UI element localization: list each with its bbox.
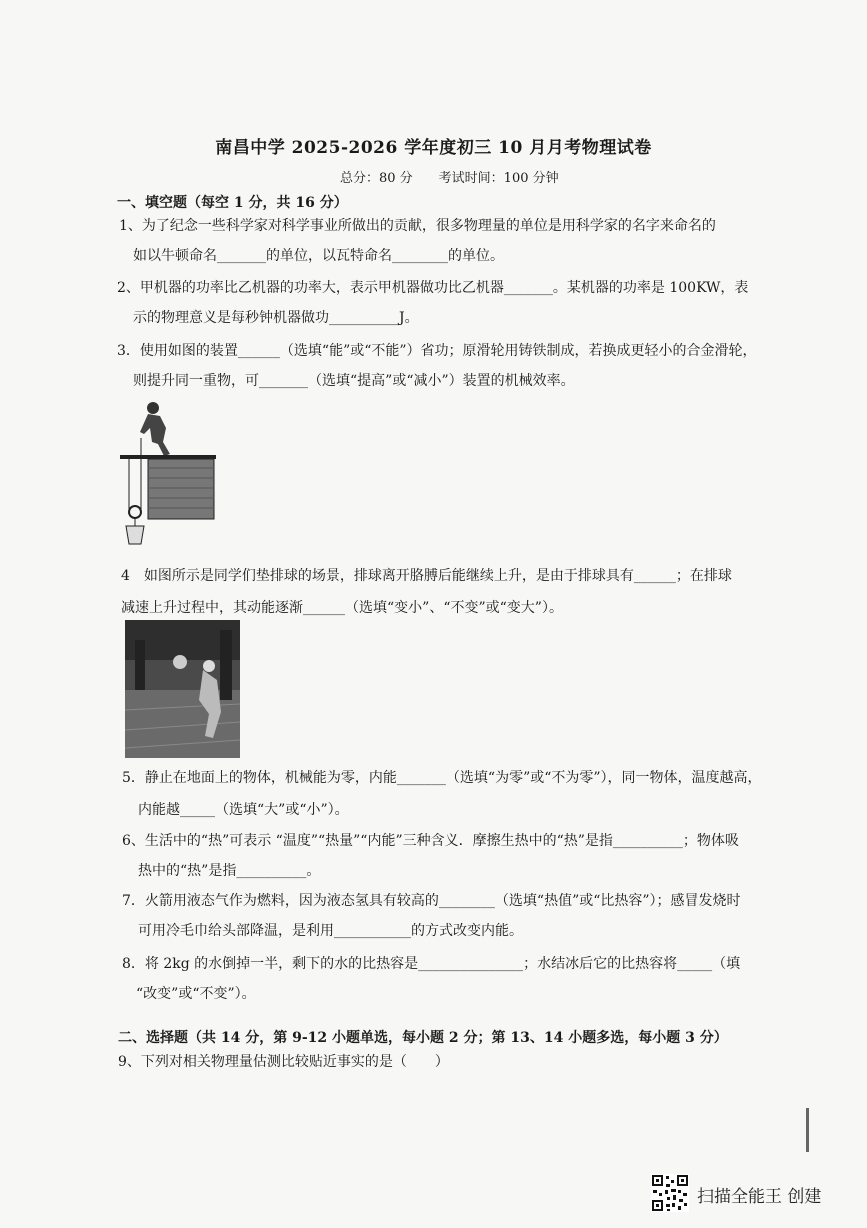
q7-line2: 可用冷毛巾给头部降温，是利用___________的方式改变内能。 <box>138 923 523 939</box>
q7-line1: 7．火箭用液态气作为燃料，因为液态氢具有较高的________（选填“热值”或“比热容”）；感冒发烧时 <box>122 893 741 909</box>
q8-line1: 8．将 2kg 的水倒掉一半，剩下的水的比热容是_______________；水结冰后它的比热容将_____（填 <box>122 956 741 972</box>
volleyball-photo <box>125 620 240 758</box>
q8-line2: “改变”或“不变”）。 <box>136 986 256 1002</box>
q3-line2: 则提升同一重物，可_______（选填“提高”或“减小”）装置的机械效率。 <box>133 373 575 389</box>
pulley-figure <box>118 398 218 550</box>
q9-line: 9、下列对相关物理量估测比较贴近事实的是（ ） <box>118 1054 449 1070</box>
q2-line1: 2、甲机器的功率比乙机器的功率大，表示甲机器做功比乙机器_______。某机器的功率是 100KW，表 <box>117 280 749 296</box>
q6-line1: 6、生活中的“热”可表示 “温度”“热量”“内能”三种含义．摩擦生热中的“热”是指__________；物体吸 <box>122 833 739 849</box>
scan-edge-mark <box>806 1108 809 1152</box>
q2-line2: 示的物理意义是每秒钟机器做功__________J。 <box>133 310 419 326</box>
q1-line1: 1、为了纪念一些科学家对科学事业所做出的贡献，很多物理量的单位是用科学家的名字来命名的 <box>119 218 716 234</box>
qr-code-icon <box>651 1174 689 1212</box>
q6-line2: 热中的“热”是指__________。 <box>138 863 321 879</box>
exam-subtitle: 总分：80 分 考试时间：100 分钟 <box>340 171 559 186</box>
q3-line1: 3．使用如图的装置______（选填“能”或“不能”）省功；原滑轮用铸铁制成，若换成更轻小的合金滑轮， <box>117 343 757 359</box>
section-fill-blank: 一、填空题（每空 1 分，共 16 分） <box>117 195 348 211</box>
exam-title: 南昌中学 2025-2026 学年度初三 10 月月考物理试卷 <box>215 138 652 158</box>
section-choice: 二、选择题（共 14 分，第 9-12 小题单选，每小题 2 分；第 13、14 小题多选，每小题 3 分） <box>118 1030 728 1046</box>
q1-line2: 如以牛顿命名_______的单位，以瓦特命名________的单位。 <box>133 248 504 264</box>
q5-line1: 5．静止在地面上的物体，机械能为零，内能_______（选填“为零”或“不为零”），同一物体，温度越高， <box>122 770 762 786</box>
scanner-watermark: 扫描全能王 创建 <box>697 1187 822 1207</box>
q4-line1: 4 如图所示是同学们垫排球的场景，排球离开胳膊后能继续上升，是由于排球具有______；在排球 <box>121 568 732 584</box>
q5-line2: 内能越_____（选填“大”或“小”）。 <box>138 802 349 818</box>
q4-line2: 减速上升过程中，其动能逐渐______（选填“变小”、“不变”或“变大”）。 <box>121 600 563 616</box>
